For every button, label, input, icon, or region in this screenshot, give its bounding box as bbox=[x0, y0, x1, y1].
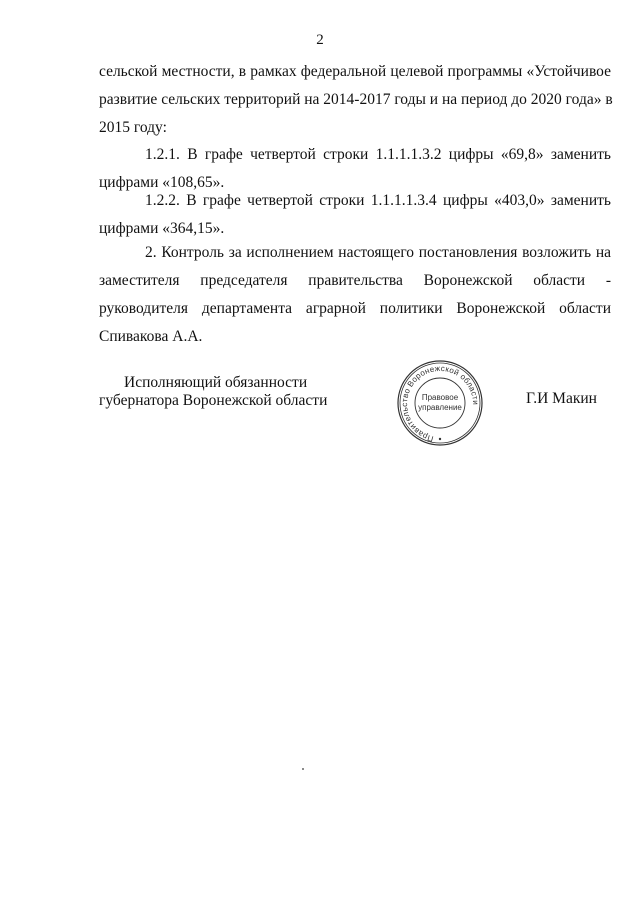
signatory-name: Г.И Макин bbox=[526, 390, 597, 407]
official-stamp bbox=[396, 360, 484, 446]
text-line: 2015 году: bbox=[99, 119, 167, 136]
signatory-position-line1: Исполняющий обязанности bbox=[124, 374, 308, 391]
text-line: Спивакова А.А. bbox=[99, 328, 203, 345]
svg-text:управление: управление bbox=[418, 403, 462, 412]
svg-text:Правовое: Правовое bbox=[421, 393, 459, 402]
text-line: 1.2.1. В графе четвертой строки 1.1.1.1.3.2 цифры «69,8» заменить bbox=[145, 146, 611, 163]
text-line: сельской местности, в рамках федеральной целевой программы «Устойчивое bbox=[99, 63, 611, 80]
text-line: развитие сельских территорий на 2014-2017 годы и на период до 2020 года» в bbox=[99, 91, 613, 108]
svg-text:Правительство Воронежской обла: Правительство Воронежской области bbox=[400, 363, 481, 444]
text-line: руководителя департамента аграрной политики Воронежской области bbox=[99, 300, 611, 317]
page-dot-mark bbox=[302, 768, 304, 770]
signatory-position-line2: губернатора Воронежской области bbox=[99, 392, 328, 409]
text-line: заместителя председателя правительства Воронежской области - bbox=[99, 272, 611, 289]
page-number: 2 bbox=[316, 32, 324, 48]
text-line: цифрами «364,15». bbox=[99, 220, 225, 237]
text-line: цифрами «108,65». bbox=[99, 174, 225, 191]
text-line: 2. Контроль за исполнением настоящего постановления возложить на bbox=[145, 244, 611, 261]
text-line: 1.2.2. В графе четвертой строки 1.1.1.1.3.4 цифры «403,0» заменить bbox=[145, 192, 611, 209]
